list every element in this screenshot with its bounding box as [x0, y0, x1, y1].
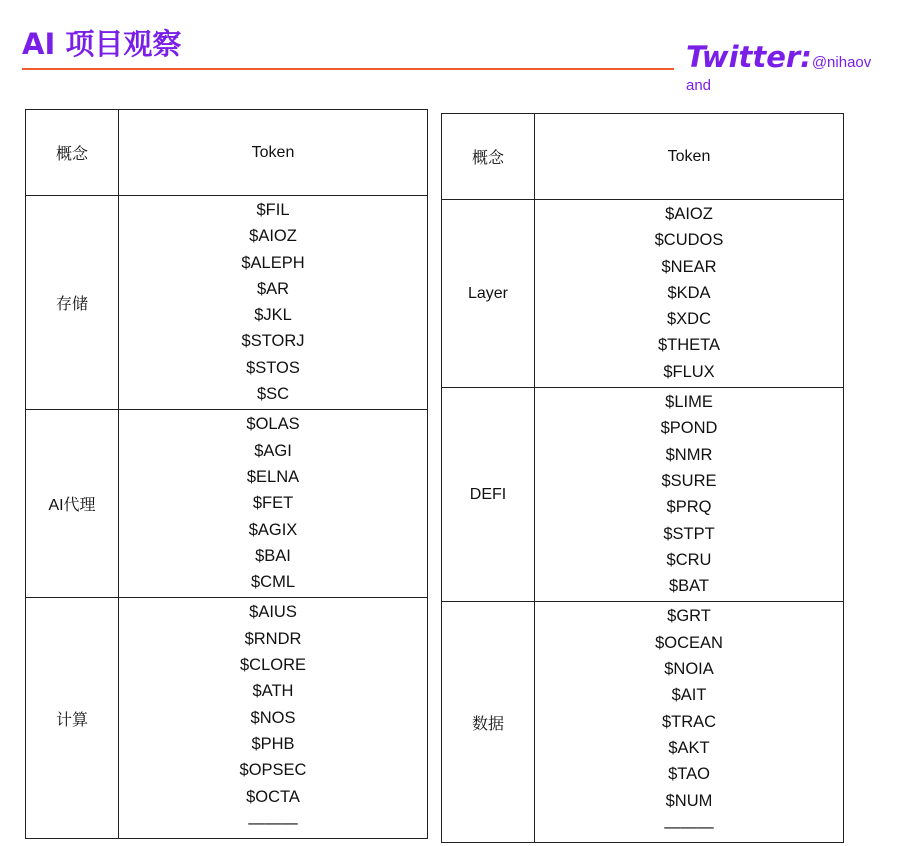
- twitter-label: Twitter:: [686, 40, 812, 74]
- token-table-right: [441, 113, 844, 843]
- concept-cell: DEFI: [442, 388, 535, 602]
- token-symbol: ———: [664, 817, 714, 836]
- token-symbol: $CRU: [666, 550, 712, 569]
- page-title: AI 项目观察: [22, 27, 182, 61]
- token-list-cell: [119, 410, 428, 598]
- concept-cell: Layer: [442, 200, 535, 388]
- token-symbol: $KDA: [667, 283, 711, 302]
- token-symbol: $AIOZ: [665, 205, 713, 223]
- token-symbol: $STORJ: [241, 332, 305, 351]
- token-symbol: $GRT: [667, 607, 711, 626]
- token-symbol: $ELNA: [246, 467, 300, 486]
- token-symbol: $NUM: [665, 791, 713, 810]
- token-symbol: $OPSEC: [239, 761, 307, 780]
- token-symbol: $STPT: [663, 524, 715, 543]
- concept-column-header: 概念: [442, 114, 535, 200]
- token-symbol: $ATH: [252, 682, 294, 701]
- table-row: [26, 598, 428, 839]
- token-symbol: $POND: [660, 419, 718, 438]
- token-symbol: ———: [248, 813, 298, 832]
- token-symbol: $NMR: [665, 445, 713, 464]
- token-symbol: $STOS: [246, 358, 300, 377]
- token-symbol: $TAO: [668, 765, 710, 784]
- table-row: [442, 388, 844, 602]
- token-symbol: $CML: [250, 573, 295, 592]
- table-row: [442, 200, 844, 388]
- token-column-header: Token: [535, 114, 844, 200]
- token-list-cell: [535, 602, 844, 843]
- token-table-left: [25, 109, 428, 839]
- table-header-row: [26, 110, 428, 196]
- table-row: [26, 196, 428, 410]
- concept-cell: 数据: [442, 602, 535, 843]
- token-symbol: $OCTA: [246, 787, 300, 806]
- token-column-header: Token: [119, 110, 428, 196]
- token-symbol: $AR: [256, 279, 290, 298]
- token-symbol: $OCEAN: [655, 633, 723, 652]
- concept-column-header: 概念: [26, 110, 119, 196]
- token-symbol: $SC: [256, 385, 290, 404]
- concept-cell: 计算: [26, 598, 119, 839]
- token-symbol: $AKT: [668, 738, 710, 757]
- token-symbol: $BAI: [255, 546, 291, 565]
- token-symbol: $NEAR: [661, 257, 717, 276]
- token-symbol: $RNDR: [244, 629, 302, 648]
- token-symbol: $FLUX: [663, 362, 715, 381]
- token-symbol: $NOIA: [664, 660, 714, 679]
- token-list-cell: [119, 598, 428, 839]
- table-row: [442, 602, 844, 843]
- token-symbol: $CUDOS: [654, 231, 724, 250]
- table-row: [26, 410, 428, 598]
- token-symbol: $NOS: [250, 708, 296, 727]
- table-header-row: [442, 114, 844, 200]
- token-symbol: $AIT: [671, 686, 707, 705]
- concept-cell: 存储: [26, 196, 119, 410]
- token-symbol: $PHB: [251, 734, 295, 753]
- token-symbol: $AIOZ: [249, 227, 297, 246]
- token-list-cell: [535, 388, 844, 602]
- twitter-credit: [686, 40, 871, 74]
- token-symbol: $LIME: [665, 393, 713, 412]
- token-list-cell: [535, 200, 844, 388]
- token-symbol: $AIUS: [249, 603, 297, 622]
- token-symbol: $JKL: [254, 306, 292, 325]
- token-symbol: $AGIX: [248, 520, 298, 539]
- token-symbol: $FIL: [256, 201, 290, 219]
- concept-cell: AI代理: [26, 410, 119, 598]
- token-symbol: $PRQ: [666, 498, 712, 517]
- token-symbol: $OLAS: [246, 415, 300, 434]
- token-symbol: $TRAC: [661, 712, 717, 731]
- twitter-handle: @nihaov: [811, 54, 872, 71]
- twitter-suffix: and: [686, 77, 712, 94]
- token-symbol: $BAT: [668, 577, 710, 596]
- token-symbol: $THETA: [657, 336, 721, 355]
- token-symbol: $CLORE: [239, 656, 307, 675]
- token-symbol: $AGI: [254, 441, 292, 460]
- token-symbol: $FET: [252, 494, 294, 513]
- title-underline: [22, 68, 674, 70]
- token-list-cell: [119, 196, 428, 410]
- token-symbol: $ALEPH: [241, 253, 305, 272]
- token-symbol: $SURE: [661, 471, 717, 490]
- token-symbol: $XDC: [666, 310, 711, 329]
